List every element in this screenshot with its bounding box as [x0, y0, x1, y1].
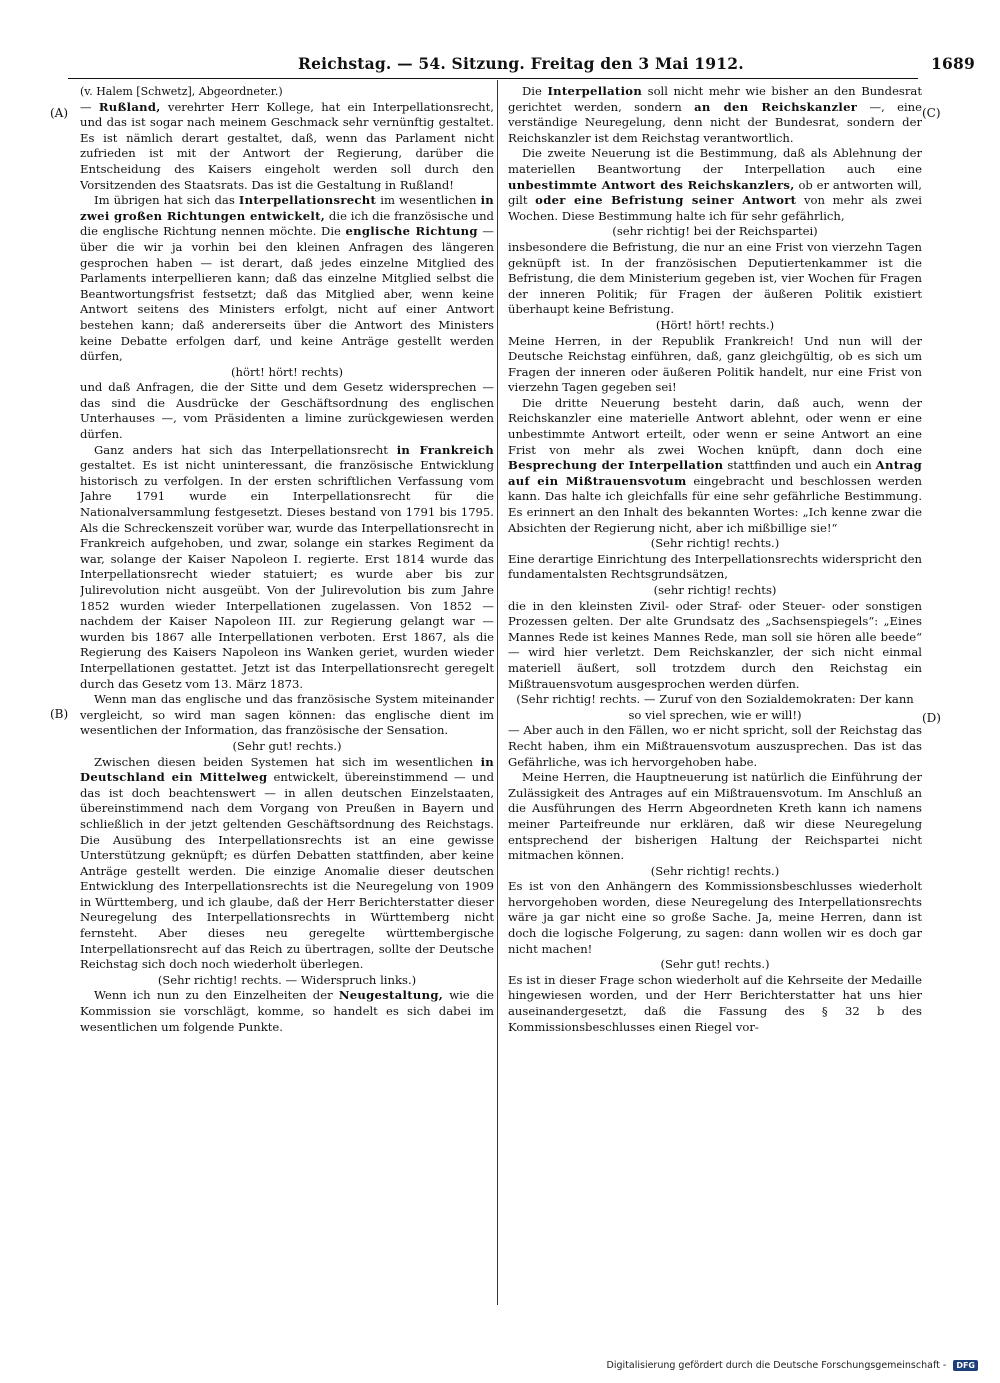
paragraph: Zwischen diesen beiden Systemen hat sich im wesentlichen in Deutschland ein Mittelweg entwickelt, übereinstimmend — und das ist doch beachtenswert — in allen deutschen Einzelstaaten, übereinstimmend nach dem Vorgang von Preußen in Bayern und schließlich in der jetzt geltenden Geschäftsordnung des Reichstags. Die Ausübung des Interpellationsrechts ist an eine gewisse Unterstützung geknüpft; es dürfen Debatten stattfinden, aber keine Anträge gestellt werden. Die einzige Anomalie dieser deutschen Entwicklung des Interpellationsrechts ist die Neuregelung von 1909 in Württemberg, und ich glaube, daß der Herr Berichterstatter dieser Neuregelung des Interpellationsrechts in Württemberg nicht fernsteht. Aber dieses neu geregelte württembergische Interpellationsrecht auf das Reich zu übertragen, sollte der Deutsche Reichstag sich doch noch wiederholt überlegen. — [80, 754, 494, 972]
margin-mark-b: (B) — [50, 707, 69, 721]
emphasis: in Deutschland ein Mittelweg — [80, 754, 494, 785]
paragraph: Es ist von den Anhängern des Kommissionsbeschlusses wiederholt hervorgehoben worden, diese Neuregelung des Interpellationsrechts wäre ja gar nicht eine so große Sache. Ja, meine Herren, dann ist doch die logische Folgerung, zu sagen: dann wollen wir es doch gar nicht machen! — [508, 879, 922, 956]
paragraph: Es ist in dieser Frage schon wiederholt auf die Kehrseite der Medaille hingewiesen worden, und der Herr Berichterstatter hat uns hier auseinandergesetzt, daß die Fassung des § 32 b des Kommissionsbeschlusses einen Riegel vor- — [508, 972, 922, 1034]
header-rule — [68, 78, 918, 79]
interjection: (Hört! hört! rechts.) — [655, 317, 775, 332]
paragraph: Eine derartige Einrichtung des Interpellationsrechts widerspricht den fundamentalsten Rechtsgrundsätzen, — [508, 551, 922, 582]
paragraph: Die Interpellation soll nicht mehr wie bisher an den Bundesrat gerichtet werden, sondern an den Reichskanzler —, eine verständige Neuregelung, denn nicht der Bundesrat, sondern der Reichskanzler ist dem Reichstag verantwortlich. — [508, 84, 922, 145]
paragraph: und daß Anfragen, die der Sitte und dem Gesetz widersprechen — das sind die Ausdrücke der Geschäftsordnung des englischen Unterhauses —, vom Präsidenten a limine zurückgewiesen werden dürfen. — [80, 380, 494, 442]
dfg-logo: DFG — [953, 1360, 978, 1371]
margin-mark-a: (A) — [50, 106, 69, 120]
interjection: (Sehr gut! rechts.) — [660, 957, 770, 972]
paragraph: Die dritte Neuerung besteht darin, daß auch, wenn der Reichskanzler eine materielle Antwort ablehnt, oder wenn er eine unbestimmte Antwort erteilt, oder wenn er seine Antwort an eine Frist von mehr als zwei Wochen knüpft, dann doch eine Besprechung der Interpellation stattfinden und auch ein Antrag auf ein Mißtrauensvotum eingebracht und beschlossen werden kann. Das halte ich gleichfalls für eine sehr gefährliche Bestimmung. Es erinnert an den Inhalt des bekannten Wortes: „Ich kenne zwar die Absichten der Regierung nicht, aber ich mißbillige sie!“ — [508, 395, 922, 535]
interjection: (hört! hört! rechts) — [230, 364, 343, 379]
emphasis: Interpellation — [547, 84, 643, 98]
paragraph: Meine Herren, in der Republik Frankreich! Und nun will der Deutsche Reichstag einführen, daß, ganz gleichgültig, ob es sich um Fragen der inneren oder äußeren Politik handelt, nur eine Frist von vierzehn Tagen gegeben sei! — [508, 333, 922, 395]
right-column — [508, 84, 922, 1304]
paragraph: — Rußland, verehrter Herr Kollege, hat ein Interpellationsrecht, und das ist sogar nach meinem Geschmack sehr vernünftig gestaltet. Es ist nämlich derart gestaltet, daß, wenn das Parlament nicht zufrieden ist mit der Antwort der Regierung, darüber die Entscheidung des Kaisers eingeholt werden soll durch den Vorsitzenden des Staatsrats. Das ist die Gestaltung in Rußland! — [80, 99, 494, 192]
emphasis: oder eine Befristung seiner Antwort — [535, 193, 797, 208]
emphasis: Neugestaltung, — [338, 988, 444, 1003]
interjection: (sehr richtig! bei der Reichspartei) — [612, 224, 818, 239]
page-number: 1689 — [931, 54, 975, 73]
interjection: (Sehr richtig! rechts.) — [650, 536, 780, 551]
left-column — [80, 84, 494, 1304]
emphasis: Antrag auf ein Mißtrauensvotum — [508, 458, 922, 488]
paragraph: Wenn ich nun zu den Einzelheiten der Neugestaltung, wie die Kommission sie vorschlägt, komme, so handelt es sich dabei im wesentlichen um folgende Punkte. — [80, 988, 494, 1034]
interjection: (Sehr richtig! rechts.) — [650, 863, 780, 878]
interjection: (Sehr richtig! rechts. — Widerspruch links.) — [157, 972, 417, 987]
footer-text: Digitalisierung gefördert durch die Deutsche Forschungsgemeinschaft - — [606, 1360, 947, 1371]
emphasis: an den Reichskanzler — [694, 99, 858, 114]
paragraph: insbesondere die Befristung, die nur an eine Frist von vierzehn Tagen geknüpft ist. In der französischen Deputiertenkammer ist die Befristung, die dem Ministerium gegeben ist, vier Wochen für Fragen der inneren Politik; für Fragen der äußeren Politik existiert überhaupt keine Befristung. — [508, 239, 922, 317]
interjection: (Sehr gut! rechts.) — [232, 738, 342, 753]
emphasis: Interpellationsrecht — [238, 193, 377, 208]
paragraph: Ganz anders hat sich das Interpellationsrecht in Frankreich gestaltet. Es ist nicht uninteressant, die französische Entwicklung historisch zu verfolgen. In der ersten schriftlichen Verfassung vom Jahre 1791 wurde ein Interpellationsrecht für die Nationalversammlung festgesetzt. Dieses bestand von 1791 bis 1795. Als die Schreckenszeit vorüber war, wurde das Interpellationsrecht in Frankreich aufgehoben, und zwar, solange ein starkes Regiment da war, solange der Kaiser Napoleon I. regierte. Erst 1814 wurde das Interpellationsrecht wieder statuiert; es wurde aber bis zur Julirevolution nicht ausgeübt. Von der Julirevolution bis zum Jahre 1852 wurden wieder Interpellationen zugelassen. Von 1852 — nachdem der Kaiser Napoleon III. zur Regierung gelangt war — wurden bis 1867 alle Interpellationen verboten. Erst 1867, als die Regierung des Kaisers Napoleon ins Wanken geriet, wurden wieder Interpellationen gestattet. Jetzt ist das Interpellationsrecht geregelt durch das Gesetz vom 13. März 1873. — [80, 442, 494, 691]
footer-credit — [0, 1360, 978, 1371]
page-header — [40, 52, 975, 78]
running-title: Reichstag. — 54. Sitzung. Freitag den 3 Mai 1912. — [298, 54, 744, 73]
paragraph: Meine Herren, die Hauptneuerung ist natürlich die Einführung der Zulässigkeit des Antrages auf ein Mißtrauensvotum. Im Anschluß an die Ausführungen des Herrn Abgeordneten Kreth kann ich namens meiner Parteifreunde nur erklären, daß wir diese Neuregelung entsprechend der bisherigen Haltung der Reichspartei nicht mitmachen können. — [508, 770, 922, 863]
emphasis: in Frankreich — [396, 442, 494, 457]
emphasis: englische Richtung — [345, 224, 478, 239]
paragraph: Wenn man das englische und das französische System miteinander vergleicht, so wird man sagen können: das englische dient im wesentlichen der Information, das französische der Sensation. — [80, 692, 494, 738]
interjection: (sehr richtig! rechts) — [653, 583, 777, 597]
paragraph: — Aber auch in den Fällen, wo er nicht spricht, soll der Reichstag das Recht haben, ihm ein Mißtrauensvotum auszusprechen. Das ist das Gefährliche, was ich hervorgehoben habe. — [508, 723, 922, 769]
interjection: (Sehr richtig! rechts. — Zuruf von den Sozialdemokraten: Der kann so viel sprechen, wie er will!) — [516, 692, 914, 722]
emphasis: unbestimmte Antwort des Reichskanzlers, — [508, 177, 795, 192]
paragraph: die in den kleinsten Zivil- oder Straf- oder Steuer- oder sonstigen Prozessen gelten. Der alte Grundsatz des „Sachsenspiegels“: „Eines Mannes Rede ist keines Mannes Rede, man soll sie hören alle beede“ — wird hier verletzt. Dem Reichskanzler, der sich nicht einmal materiell äußert, soll trotzdem durch den Reichstag ein Mißtrauensvotum ausgesprochen werden dürfen. — [508, 598, 922, 691]
margin-mark-c: (C) — [922, 106, 941, 120]
emphasis: Besprechung der Interpellation — [508, 458, 724, 473]
speaker-line: (v. Halem [Schwetz], Abgeordneter.) — [80, 85, 283, 98]
margin-mark-d: (D) — [922, 711, 941, 725]
emphasis: in zwei großen Richtungen entwickelt, — [80, 193, 494, 223]
emphasis: Rußland, — [98, 99, 161, 114]
paragraph: Die zweite Neuerung ist die Bestimmung, daß als Ablehnung der materiellen Beantwortung der Interpellation auch eine unbestimmte Antwort des Reichskanzlers, ob er antworten will, gilt oder eine Befristung seiner Antwort von mehr als zwei Wochen. Diese Bestimmung halte ich für sehr gefährlich, — [508, 146, 922, 223]
column-divider — [497, 80, 498, 1305]
paragraph: Im übrigen hat sich das Interpellationsrecht im wesentlichen in zwei großen Richtungen entwickelt, die ich die französische und die englische Richtung nennen möchte. Die englische Richtung — über die wir ja vorhin bei den kleinen Anfragen des längeren gesprochen haben — ist derart, daß jedes einzelne Mitglied des Parlaments interpellieren kann; daß das einzelne Mitglied selbst die Beantwortungsfrist festsetzt; daß das Mitglied aber, wenn keine Antwort seitens des Ministers erfolgt, nicht auf einer Antwort bestehen kann; daß andererseits über die Antwort des Ministers keine Debatte erfolgen darf, und keine Anträge gestellt werden dürfen, — [80, 193, 494, 364]
